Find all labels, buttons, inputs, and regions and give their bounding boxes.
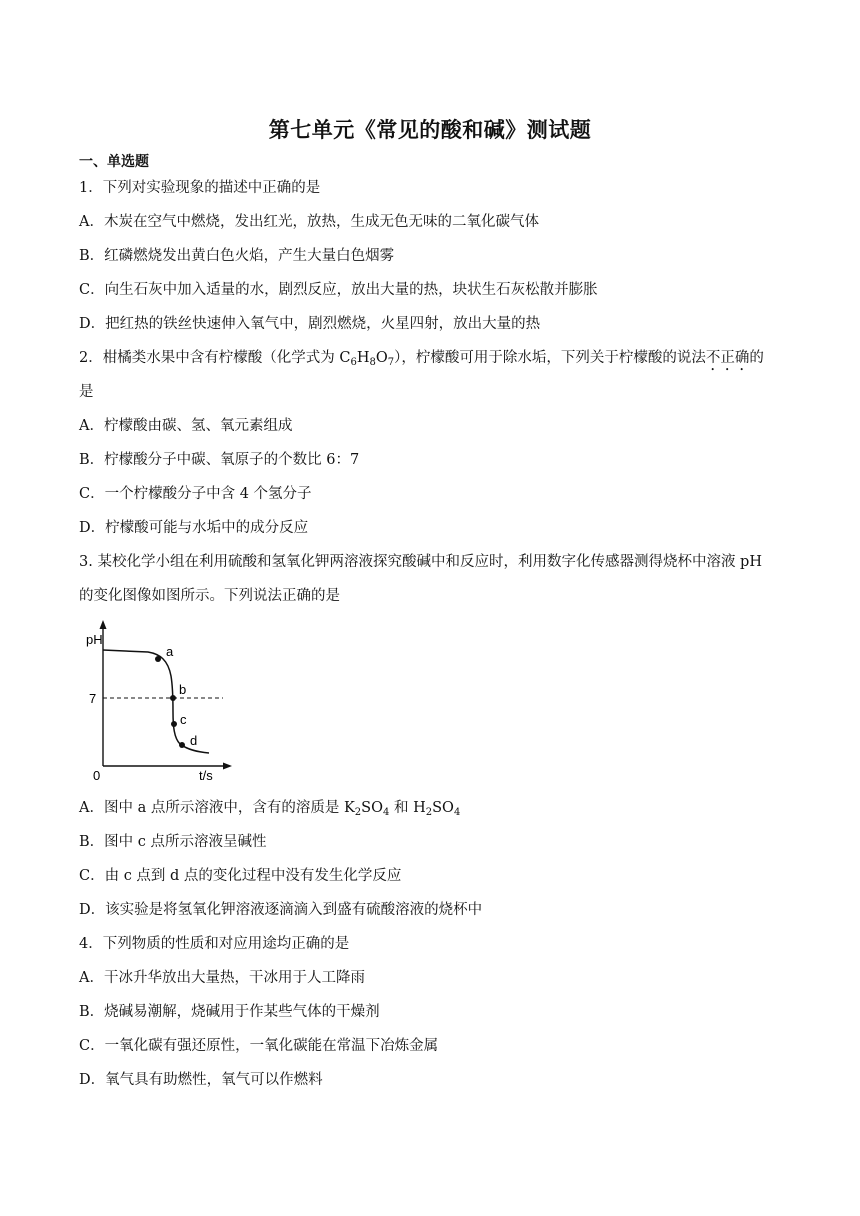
q3-option-b[interactable]: B．图中 c 点所示溶液呈碱性 (79, 834, 267, 850)
q4-option-a[interactable]: A．干冰升华放出大量热，干冰用于人工降雨 (79, 970, 365, 986)
q2-stem (79, 348, 794, 374)
y-axis-label: pH (86, 632, 103, 647)
q2-sub-c: 6 (350, 357, 357, 368)
q4-option-d[interactable]: D．氧气具有助燃性，氧气可以作燃料 (79, 1072, 323, 1088)
q2-option-a[interactable]: A．柠檬酸由碳、氢、氧元素组成 (79, 418, 293, 434)
x-axis-label: t/s (199, 768, 213, 783)
q2-stem-end: 的 (749, 350, 764, 366)
origin-label: 0 (93, 768, 101, 783)
point-c-label: c (180, 712, 187, 727)
q2-o: O (375, 350, 388, 366)
point-a-label: a (166, 644, 174, 659)
point-b (170, 695, 176, 701)
ph-graph (78, 616, 238, 784)
point-c (171, 721, 177, 727)
q3-option-c[interactable]: C．由 c 点到 d 点的变化过程中没有发生化学反应 (79, 868, 402, 884)
q2-stem-line2: 是 (79, 384, 94, 400)
q3-stem-line1: 3. 某校化学小组在利用硫酸和氢氧化钾两溶液探究酸碱中和反应时，利用数字化传感器测得烧杯中溶液 pH (79, 554, 762, 570)
section-heading: 一、单选题 (79, 154, 149, 170)
page-title: 第七单元《常见的酸和碱》测试题 (268, 118, 592, 142)
q3-option-a[interactable] (79, 798, 794, 818)
q1-option-b[interactable]: B．红磷燃烧发出黄白色火焰，产生大量白色烟雾 (79, 248, 395, 264)
q1-option-d[interactable]: D．把红热的铁丝快速伸入氧气中，剧烈燃烧，火星四射，放出大量的热 (79, 316, 541, 332)
q3-a-sub3: 2 (425, 807, 433, 818)
x-axis-arrow (223, 763, 232, 770)
q2-emphasis: 不正确 (705, 350, 750, 366)
q3-option-d[interactable]: D．该实验是将氢氧化钾溶液逐滴滴入到盛有硫酸溶液的烧杯中 (79, 902, 483, 918)
q3-a-sub4: 4 (453, 807, 461, 818)
q1-option-c[interactable]: C．向生石灰中加入适量的水，剧烈反应，放出大量的热，块状生石灰松散并膨胀 (79, 282, 598, 298)
q3-stem-line2: 的变化图像如图所示。下列说法正确的是 (79, 588, 340, 604)
q2-option-b[interactable]: B．柠檬酸分子中碳、氧原子的个数比 6：7 (79, 452, 360, 468)
q3-a-so: SO (361, 800, 383, 816)
q4-stem: 4．下列物质的性质和对应用途均正确的是 (79, 936, 350, 952)
q2-sub-o: 7 (387, 357, 395, 368)
y-axis-arrow (100, 620, 107, 629)
q1-option-a[interactable]: A．木炭在空气中燃烧，发出红光，放热，生成无色无味的二氧化碳气体 (79, 214, 539, 230)
q3-a-sub1: 2 (354, 807, 362, 818)
point-a (155, 656, 161, 662)
q3-a-so2: SO (432, 800, 454, 816)
point-d-label: d (190, 733, 198, 748)
q3-a-pre: A．图中 a 点所示溶液中，含有的溶质是 K (79, 800, 355, 816)
y-tick-7: 7 (89, 691, 97, 706)
point-d (179, 742, 185, 748)
q4-option-c[interactable]: C．一氧化碳有强还原性，一氧化碳能在常温下冶炼金属 (79, 1038, 439, 1054)
q3-a-sub2: 4 (382, 807, 390, 818)
q2-option-c[interactable]: C．一个柠檬酸分子中含 4 个氢分子 (79, 486, 312, 502)
q2-stem-mid: ），柠檬酸可用于除水垢，下列关于柠檬酸的说法 (394, 350, 706, 366)
q3-a-and: 和 H (389, 800, 426, 816)
q1-stem: 1．下列对实验现象的描述中正确的是 (79, 180, 321, 196)
q2-sub-h: 8 (369, 357, 376, 368)
q2-option-d[interactable]: D．柠檬酸可能与水垢中的成分反应 (79, 520, 309, 536)
point-b-label: b (179, 682, 187, 697)
q2-stem-pre: 2．柑橘类水果中含有柠檬酸（化学式为 C (79, 350, 351, 366)
q2-h: H (356, 350, 370, 366)
q4-option-b[interactable]: B．烧碱易潮解，烧碱用于作某些气体的干燥剂 (79, 1004, 380, 1020)
